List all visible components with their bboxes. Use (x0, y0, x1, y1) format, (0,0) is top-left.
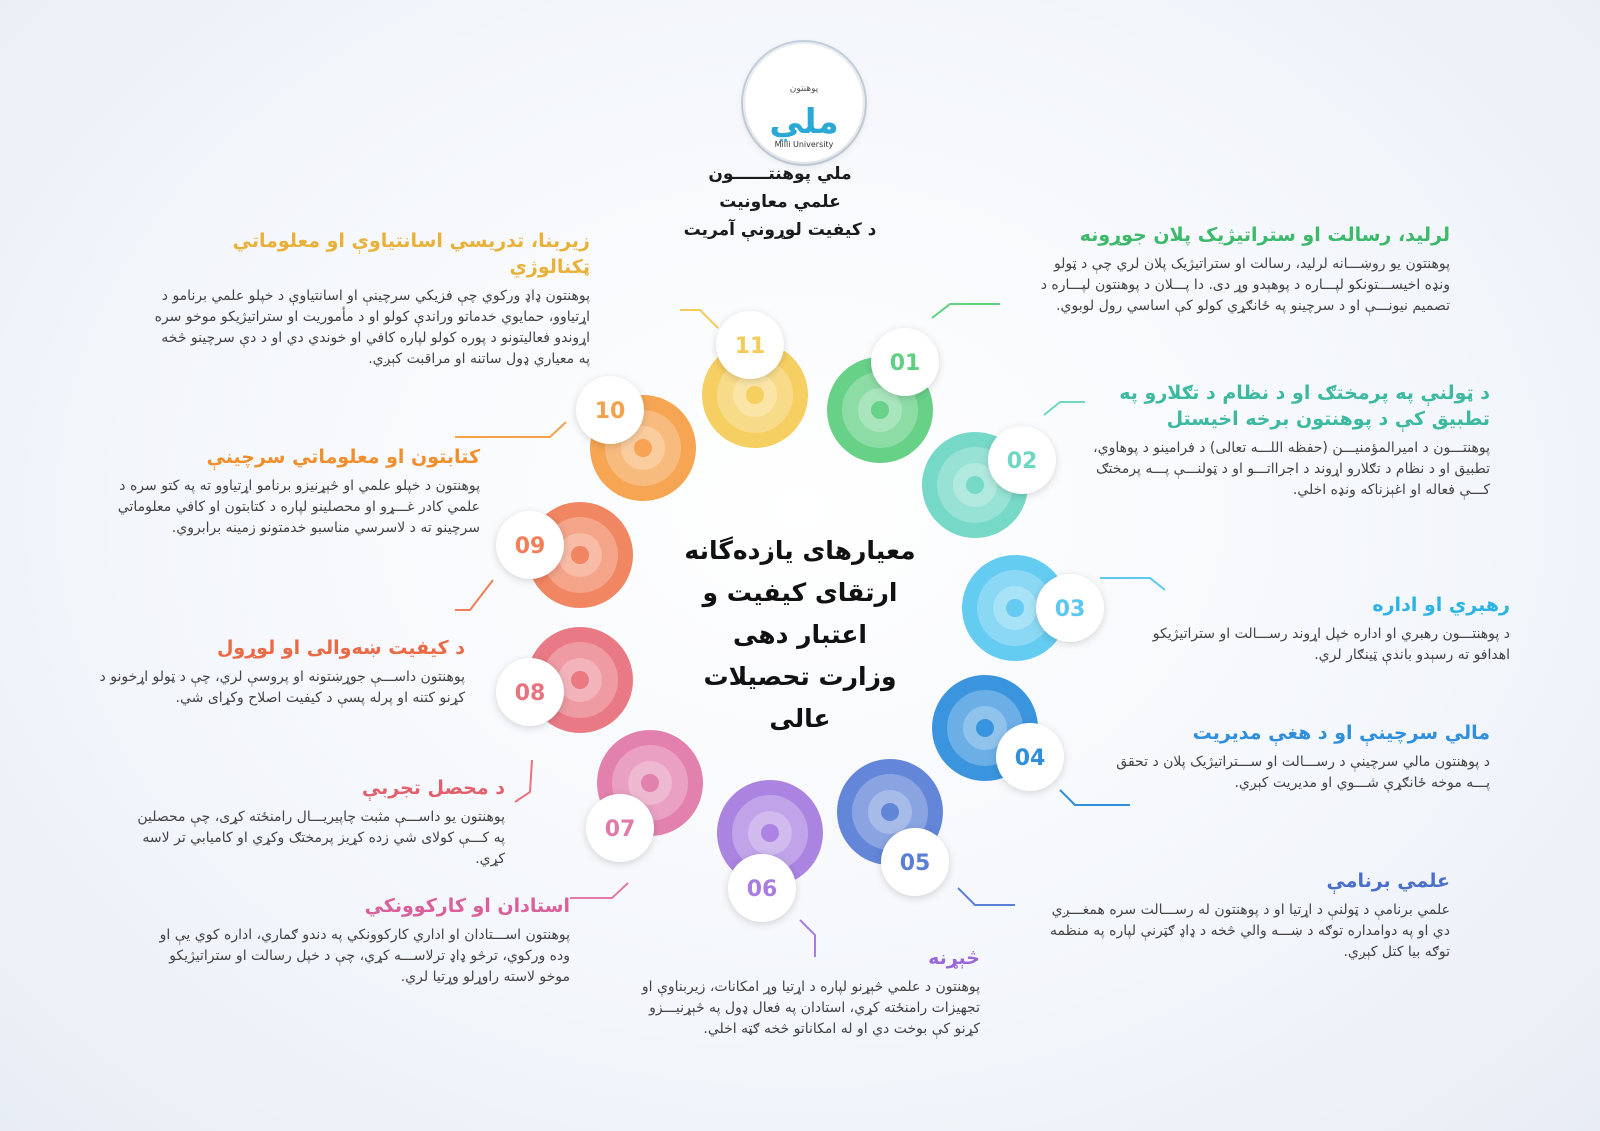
criterion-node-11 (680, 310, 808, 448)
center-line-2: ارتقای کيفيت و (702, 578, 898, 607)
criterion-title-10: کتابتون او معلوماتي سرچينې (206, 446, 480, 468)
logo-title: ملي (769, 102, 839, 142)
criterion-number-10: 10 (594, 399, 626, 424)
logo-subtitle: Milli University (774, 140, 834, 149)
criterion-block-09 (80, 635, 465, 709)
criterion-block-07 (145, 893, 570, 988)
ring-core-02 (966, 476, 984, 494)
ring-core-09 (571, 546, 589, 564)
criterion-number-11: 11 (734, 334, 766, 359)
criterion-block-04 (1110, 720, 1490, 794)
ring-core-04 (976, 719, 994, 737)
leader-line-07 (570, 883, 628, 898)
logo-tag: پوهنتون (789, 84, 819, 94)
university-logo (745, 44, 863, 162)
criterion-node-06 (717, 780, 823, 957)
leader-line-03 (1100, 578, 1165, 590)
leader-line-08 (515, 760, 532, 802)
criterion-node-09 (455, 502, 633, 610)
criterion-node-07 (570, 730, 703, 898)
criterion-node-10 (455, 376, 696, 501)
criterion-number-02: 02 (1006, 449, 1038, 474)
criterion-title-02: د ټولنې په پرمختګ او د نظام د تګلارو په تطبيق کې د پوهنتون برخه اخيستل (1119, 382, 1490, 430)
criterion-title-04: مالي سرچينې او د هغې مديريت (1192, 722, 1490, 744)
header-line-2: علمي معاونيت (719, 192, 841, 212)
criterion-number-05: 05 (899, 851, 931, 876)
criterion-text-04: د پوهنتون مالي سرچينې د رســـالت او ســـتراتيژيک پلان د تحقق پـــه موخه ځانګړې شـــوي او مديريت کېږي. (1116, 754, 1490, 791)
criterion-text-09: پوهنتون داســـې جوړښتونه او پروسې لري، چې د ټولو اړخونو د کړنو کتنه او پرله پسې د کيفيت اصلاح وکړای شي. (99, 669, 465, 706)
header-line-1: ملي پوهنتــــــون (708, 164, 852, 184)
leader-line-01 (932, 304, 1000, 318)
criterion-block-08 (125, 775, 505, 870)
criterion-text-06: پوهنتون د علمي څېړنو لپاره د اړتيا وړ امکانات، زيربناوې او تجهيزات رامنځته کړي، استادان په فعال ډول په څېړنيـــزو کړنو کې بوخت دي او له امکاناتو څخه ګټه اخلي. (641, 979, 980, 1037)
criterion-number-04: 04 (1014, 746, 1046, 771)
criterion-number-08: 08 (514, 681, 546, 706)
ring-core-10 (634, 439, 652, 457)
criterion-block-06 (620, 945, 980, 1040)
criterion-text-02: پوهنتـــون د اميرالمؤمنيـــن (حفظه اللـــه تعالی) د فرامينو د پوهاوي، تطبيق او د نظام د تګلارو اړوند د اجرااتـــو او د ټولنـــې پـــه پرمختګ کـــې فعاله او اغېزناکه ونډه اخلي. (1093, 440, 1490, 498)
criterion-text-10: پوهنتون د خپلو علمي او څېړنيزو برنامو اړتياوو ته په کتو سره د علمي کادر غـــړو او محصلينو لپاره د کتابتون او کافي معلوماتي سرچينو ته د لاسرسي مناسبو خدمتونو زمينه برابروي. (117, 478, 480, 536)
criterion-node-05 (837, 759, 1015, 905)
criterion-title-03: رهبري او اداره (1372, 594, 1510, 616)
leader-line-09 (455, 580, 493, 610)
ring-core-11 (746, 386, 764, 404)
criterion-title-01: لرليد، رسالت او ستراتيژيک پلان جوړونه (1079, 224, 1450, 246)
criterion-text-03: د پوهنتـــون رهبري او اداره خپل اړوند رســـالت او ستراتيژيکو اهدافو ته رسېدو باندې ټينګار لري. (1152, 626, 1510, 663)
center-line-4: وزارت تحصيلات عالی (703, 662, 897, 733)
criterion-node-02 (922, 402, 1085, 538)
criterion-text-05: علمي برنامې د ټولنې د اړتيا او د پوهنتون له رســـالت سره همغـــږي دي او په دوامداره توګه د ښـــه والي څخه د ډاډ ګټرنې لپاره په منظمه توګه بيا کتل کېږي. (1050, 902, 1450, 960)
criterion-text-11: پوهنتون ډاډ ورکوي چې فزيکي سرچينې او اسانتياوې د خپلو علمي برنامو د اړتياوو، حمايوي خدماتو وراندې کولو او د مأموريت او ستراتيژيکو موخو سره اړوندو فعاليتونو د پوره کولو لپاره کافي او خوندي دي او د دې سرچينو څخه په معياري ډول ساتنه او مراقبت کېږي. (154, 288, 590, 367)
criterion-title-07: استادان او کارکوونکي (364, 895, 570, 917)
leader-line-02 (1044, 402, 1085, 415)
criterion-text-01: پوهنتون يو روښـــانه لرليد، رسالت او ستراتيژيک پلان لري چې د ټولو ونډه اخيســـتونکو لپـــاره د پوهېدو وړ دی. دا پـــلان د پوهنتون لپـــاره د تصميم نيونـــې او د سرچينو په ځانګړي کولو کې اساسي رول لوبوي. (1040, 256, 1450, 314)
criterion-node-04 (932, 675, 1130, 805)
criterion-number-01: 01 (889, 351, 921, 376)
ring-core-06 (761, 824, 779, 842)
criterion-title-11: زيربنا، تدريسي اسانتياوې او معلوماتي ټکنالوژي (232, 230, 590, 278)
criterion-block-11 (150, 228, 590, 370)
criterion-text-07: پوهنتون اســـتادان او اداري کارکوونکي په دندو ګماري، اداره کوي يې او وده ورکوي، ترڅو ډاډ ترلاســـه کړي، چې د خپل رسالت او ستراتيژيکو موخو لاسته راوړلو وړتيا لري. (159, 927, 570, 985)
ring-core-01 (871, 401, 889, 419)
criterion-node-03 (962, 555, 1165, 661)
criterion-title-09: د کيفيت ښه‌والی او لوړول (216, 637, 465, 659)
criterion-block-10 (100, 444, 480, 539)
criterion-title-08: د محصل تجربې (361, 777, 505, 799)
criterion-number-03: 03 (1054, 597, 1086, 622)
center-line-1: معيارهای يازده‌گانه (684, 536, 916, 565)
leader-line-11 (680, 310, 718, 328)
criterion-number-06: 06 (746, 877, 778, 902)
criterion-text-08: پوهنتون يو داســـې مثبت چاپيريـــال رامنځته کړی، چې محصلين په کـــې کولای شي زده کړيز پرمختګ وکړي او کاميابي تر لاسه کړي. (137, 809, 505, 867)
ring-core-08 (571, 671, 589, 689)
criterion-title-06: څېړنه (928, 947, 980, 969)
criterion-number-07: 07 (604, 817, 636, 842)
criterion-block-05 (1050, 868, 1450, 963)
ring-core-05 (881, 803, 899, 821)
criterion-block-03 (1140, 592, 1510, 666)
criterion-block-01 (1030, 222, 1450, 317)
center-title (670, 530, 930, 740)
leader-line-10 (455, 422, 566, 437)
center-line-3: اعتبار دهی (733, 620, 867, 649)
criterion-title-05: علمي برنامې (1326, 870, 1450, 892)
criterion-block-02 (1090, 380, 1490, 501)
criterion-number-09: 09 (514, 534, 546, 559)
header-line-3: د کيفيت لوړونې آمريت (683, 220, 877, 240)
ring-core-07 (641, 774, 659, 792)
ring-core-03 (1006, 599, 1024, 617)
leader-line-05 (958, 888, 1015, 905)
page-header (660, 160, 900, 244)
